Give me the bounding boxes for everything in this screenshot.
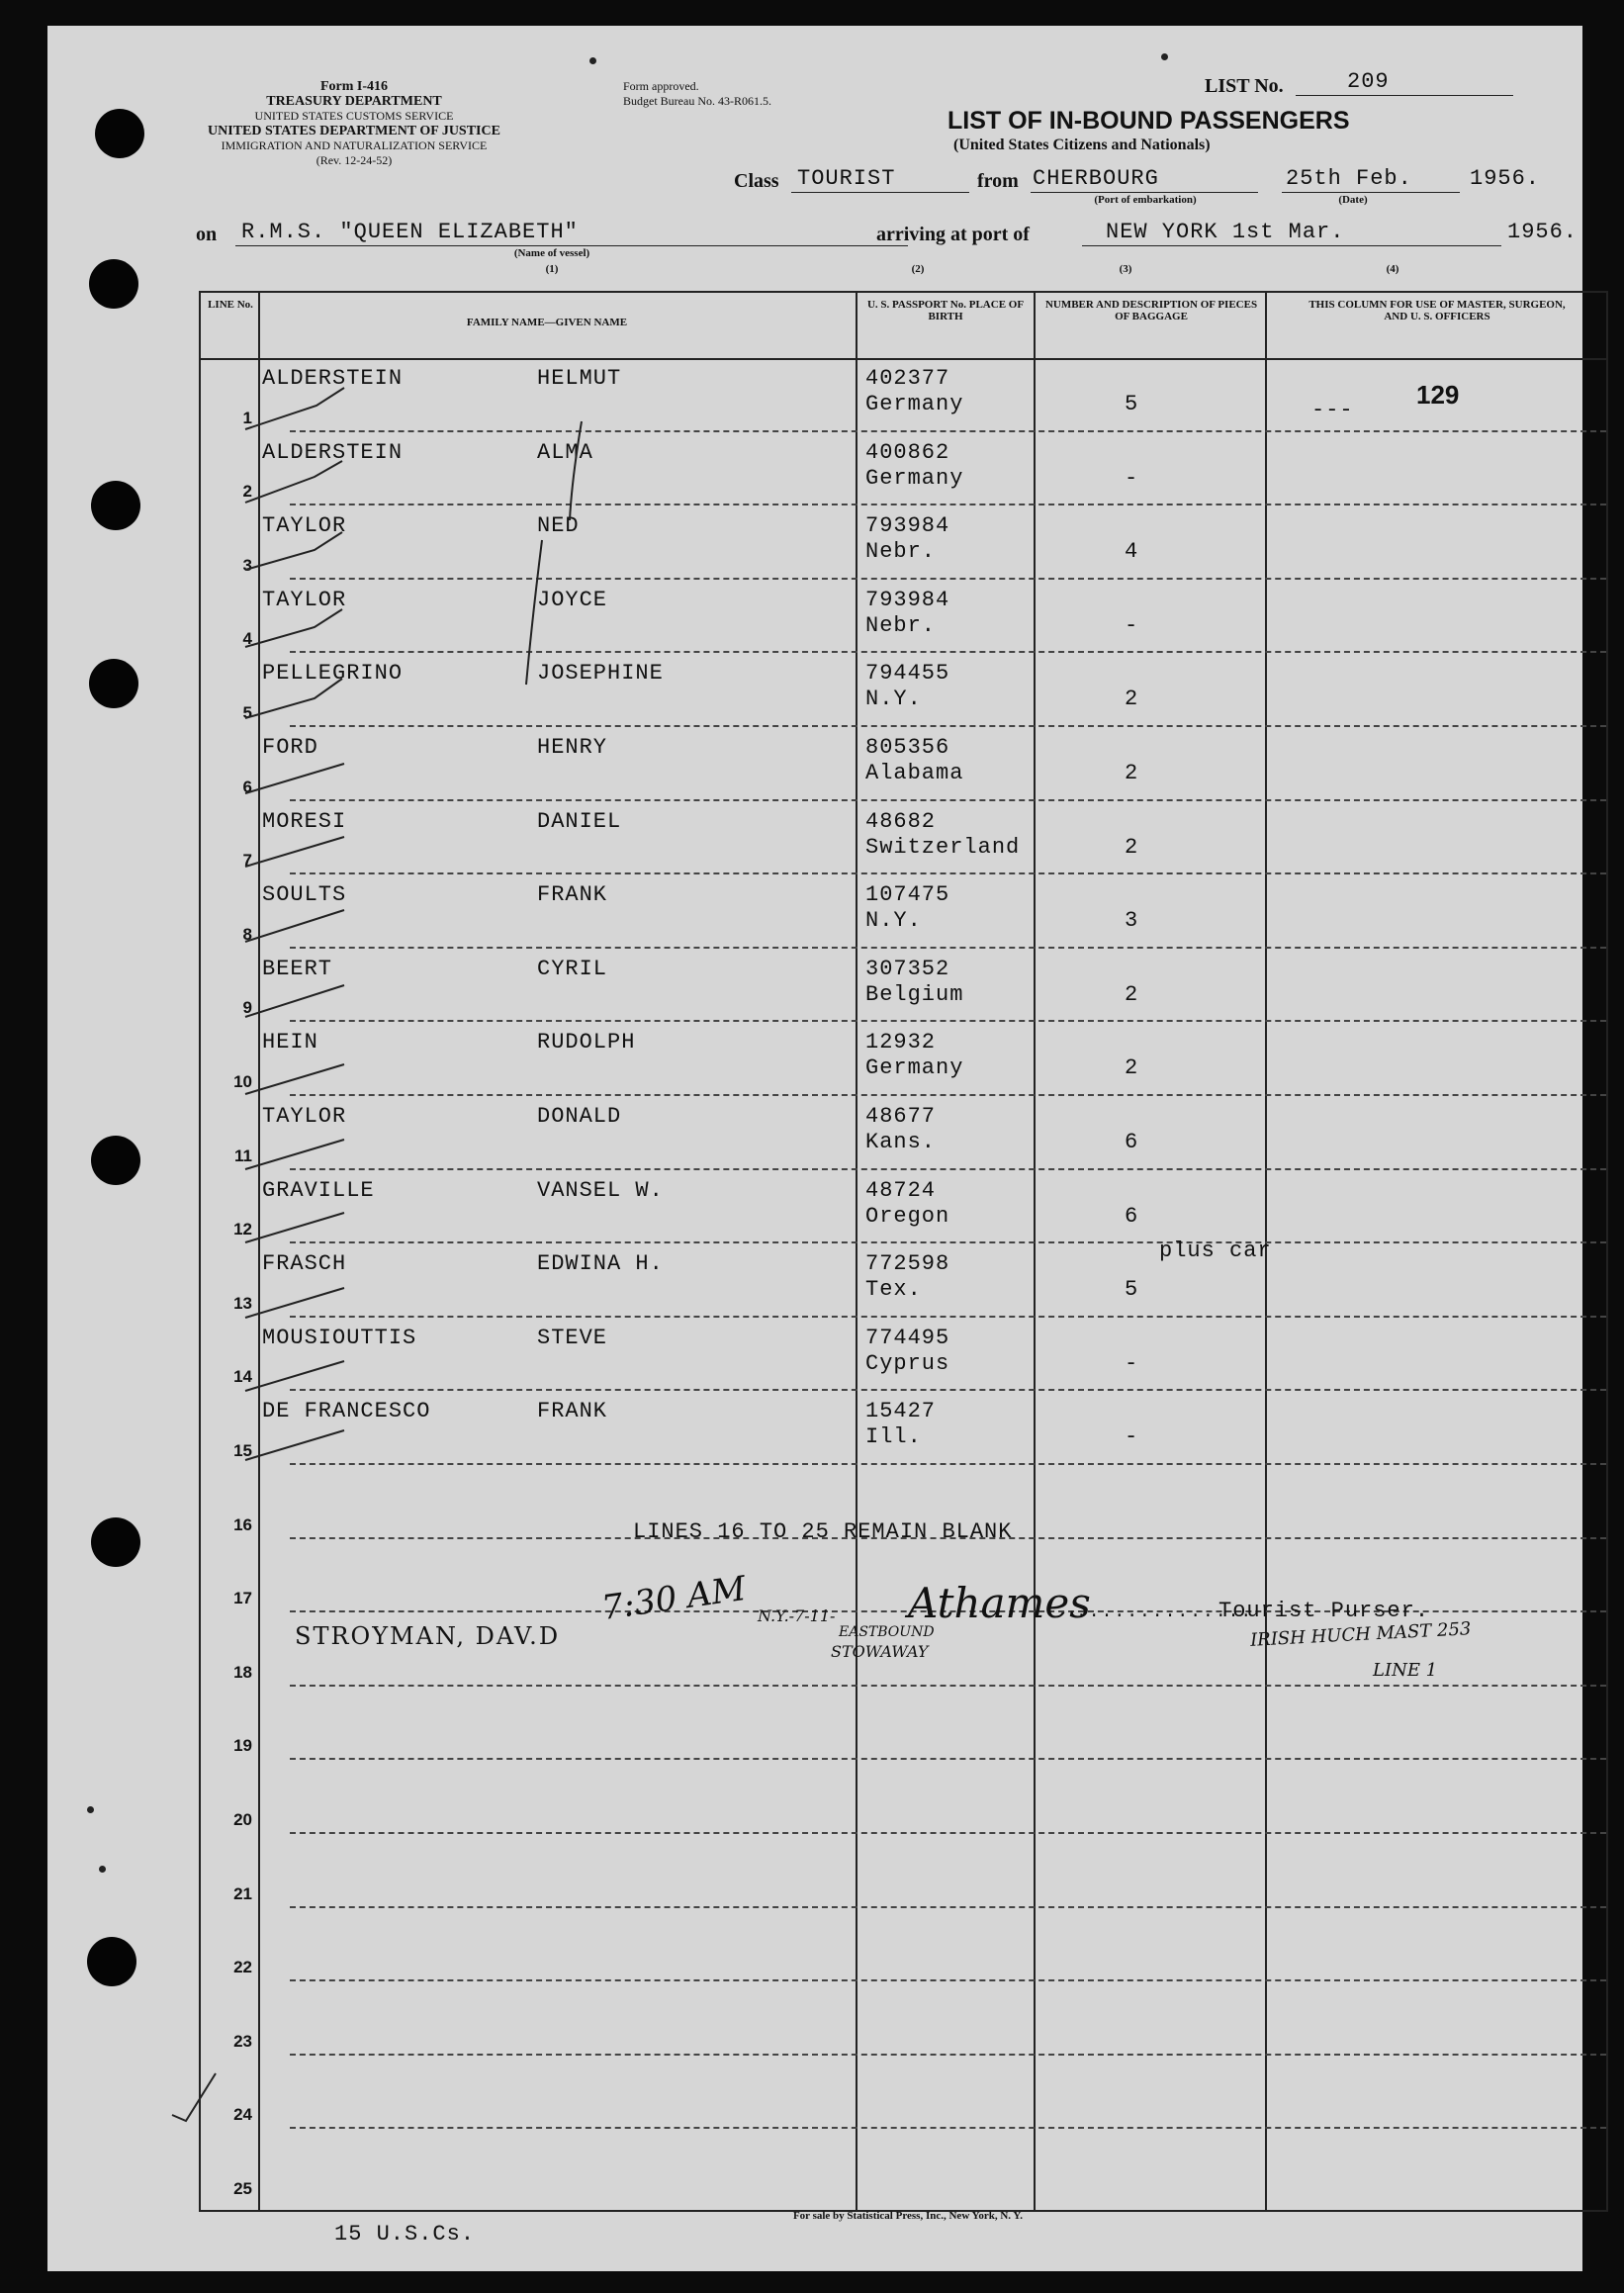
line-number: 6 bbox=[242, 777, 252, 796]
line-number: 12 bbox=[233, 1220, 252, 1239]
eastbound-handwriting: EASTBOUND bbox=[839, 1624, 935, 1640]
on-label: on bbox=[196, 224, 218, 245]
arriving-label: arriving at port of bbox=[876, 224, 1030, 245]
form-number: Form I-416 bbox=[319, 79, 389, 94]
time-handwriting: 7:30 AM bbox=[598, 1568, 749, 1629]
family-name-cell: HEIN bbox=[262, 1030, 318, 1055]
baggage-cell: - bbox=[1125, 612, 1139, 638]
family-name-cell: TAYLOR bbox=[262, 1104, 347, 1129]
justice-dept: UNITED STATES DEPARTMENT OF JUSTICE bbox=[208, 124, 500, 138]
caption-2: (2) bbox=[911, 263, 925, 275]
birthplace-cell: Kans. bbox=[865, 1130, 937, 1154]
header-name: FAMILY NAME—GIVEN NAME bbox=[466, 317, 628, 328]
line-number: 15 bbox=[233, 1441, 252, 1460]
treasury-dept: TREASURY DEPARTMENT bbox=[266, 94, 442, 109]
birthplace-cell: Cyprus bbox=[865, 1350, 950, 1376]
vessel-caption: (Name of vessel) bbox=[513, 247, 590, 259]
given-name-cell: DONALD bbox=[537, 1104, 622, 1129]
given-name-cell: ALMA bbox=[537, 439, 593, 465]
family-name-cell: MORESI bbox=[262, 808, 347, 834]
passport-cell: 793984 bbox=[865, 587, 950, 612]
form-subtitle: (United States Citizens and Nationals) bbox=[953, 137, 1211, 153]
line-handwriting: LINE 1 bbox=[1373, 1660, 1438, 1681]
baggage-cell: 2 bbox=[1125, 687, 1139, 712]
passport-cell: 774495 bbox=[865, 1325, 950, 1350]
family-name-cell: ALDERSTEIN bbox=[262, 366, 404, 391]
line-number: 21 bbox=[233, 1883, 252, 1903]
checkmarks-layer bbox=[47, 26, 1582, 2271]
vessel-value: R.M.S. "QUEEN ELIZABETH" bbox=[241, 220, 579, 244]
family-name-cell: TAYLOR bbox=[262, 587, 347, 612]
family-name-cell: BEERT bbox=[262, 956, 333, 981]
line-number: 14 bbox=[233, 1367, 252, 1387]
line-number: 16 bbox=[233, 1514, 252, 1534]
birthplace-cell: N.Y. bbox=[865, 687, 922, 712]
line-number: 20 bbox=[233, 1810, 252, 1829]
birthplace-cell: Nebr. bbox=[865, 612, 937, 638]
baggage-cell: 3 bbox=[1125, 908, 1139, 934]
baggage-cell: 4 bbox=[1125, 539, 1139, 565]
passport-cell: 107475 bbox=[865, 882, 950, 908]
check-mark bbox=[172, 388, 582, 2121]
line-number: 3 bbox=[242, 555, 252, 575]
passport-cell: 48724 bbox=[865, 1177, 937, 1203]
line-number: 18 bbox=[233, 1662, 252, 1682]
irish-handwriting: IRISH HUCH MAST 253 bbox=[1249, 1618, 1472, 1651]
officer-dashes: --- bbox=[1311, 398, 1354, 422]
passport-cell: 793984 bbox=[865, 513, 950, 539]
stowaway-handwriting: STOWAWAY bbox=[831, 1642, 929, 1661]
given-name-cell: JOYCE bbox=[537, 587, 608, 612]
plus-car-note: plus car bbox=[1159, 1238, 1272, 1263]
port-embarkation-caption: (Port of embarkation) bbox=[1094, 194, 1197, 206]
list-no-label: LIST No. bbox=[1205, 75, 1284, 97]
passport-cell: 48682 bbox=[865, 808, 937, 834]
given-name-cell: FRANK bbox=[537, 1399, 608, 1424]
line-number: 7 bbox=[242, 851, 252, 871]
ins-service: IMMIGRATION AND NATURALIZATION SERVICE bbox=[221, 138, 488, 152]
line-number: 1 bbox=[242, 408, 252, 427]
birthplace-cell: Germany bbox=[865, 1055, 964, 1081]
form-title: LIST OF IN-BOUND PASSENGERS bbox=[947, 107, 1350, 135]
year-value-2: 1956. bbox=[1507, 220, 1579, 244]
family-name-cell: FORD bbox=[262, 735, 318, 760]
birthplace-cell: Germany bbox=[865, 392, 964, 416]
citizen-count: 15 U.S.Cs. bbox=[334, 2222, 476, 2247]
family-name-cell: MOUSIOUTTIS bbox=[262, 1325, 417, 1350]
line-number: 8 bbox=[242, 924, 252, 944]
given-name-cell: CYRIL bbox=[537, 956, 608, 981]
passport-cell: 794455 bbox=[865, 661, 950, 687]
class-value: TOURIST bbox=[797, 166, 896, 191]
line-number: 22 bbox=[233, 1958, 252, 1977]
signature: Athames bbox=[908, 1579, 1091, 1627]
family-name-cell: TAYLOR bbox=[262, 513, 347, 539]
birthplace-cell: Nebr. bbox=[865, 539, 937, 565]
line-number: 19 bbox=[233, 1736, 252, 1756]
baggage-cell: 6 bbox=[1125, 1203, 1139, 1229]
line-number: 4 bbox=[242, 629, 252, 649]
dotted-leader: .............. bbox=[1076, 1603, 1254, 1622]
passport-cell: 772598 bbox=[865, 1251, 950, 1277]
baggage-cell: 2 bbox=[1125, 981, 1139, 1007]
passport-cell: 48677 bbox=[865, 1104, 937, 1129]
revision: (Rev. 12-24-52) bbox=[316, 153, 393, 167]
birthplace-cell: Alabama bbox=[865, 761, 964, 785]
printer-note: For sale by Statistical Press, Inc., New York, N. Y. bbox=[792, 2210, 1024, 2222]
line-number: 2 bbox=[242, 482, 252, 502]
birthplace-cell: Ill. bbox=[865, 1424, 922, 1450]
baggage-cell: 5 bbox=[1125, 1277, 1139, 1303]
birthplace-cell: Switzerland bbox=[865, 834, 1021, 860]
family-name-cell: DE FRANCESCO bbox=[262, 1399, 431, 1424]
baggage-cell: 5 bbox=[1125, 392, 1139, 416]
purser-label: Tourist Purser. bbox=[1218, 1599, 1430, 1623]
caption-4: (4) bbox=[1386, 263, 1399, 275]
baggage-cell: 2 bbox=[1125, 761, 1139, 785]
given-name-cell: HELMUT bbox=[537, 366, 622, 391]
officer-note: 129 bbox=[1416, 380, 1460, 410]
header-passport: U. S. PASSPORT No. PLACE OF BIRTH bbox=[866, 299, 1025, 322]
given-name-cell: JOSEPHINE bbox=[537, 661, 664, 687]
list-no-value: 209 bbox=[1347, 69, 1390, 94]
line-number: 24 bbox=[233, 2105, 252, 2125]
header-officers: THIS COLUMN FOR USE OF MASTER, SURGEON, AND U. S. OFFICERS bbox=[1308, 299, 1566, 322]
birthplace-cell: N.Y. bbox=[865, 908, 922, 934]
birthplace-cell: Tex. bbox=[865, 1277, 922, 1303]
baggage-cell: 2 bbox=[1125, 1055, 1139, 1081]
baggage-cell: 2 bbox=[1125, 834, 1139, 860]
family-name-cell: ALDERSTEIN bbox=[262, 439, 404, 465]
passport-cell: 805356 bbox=[865, 735, 950, 760]
birthplace-cell: Germany bbox=[865, 465, 964, 491]
from-label: from bbox=[977, 170, 1019, 192]
budget-number: Budget Bureau No. 43-R061.5. bbox=[623, 94, 771, 108]
given-name-cell: VANSEL W. bbox=[537, 1177, 664, 1203]
given-name-cell: NED bbox=[537, 513, 580, 539]
year-value-1: 1956. bbox=[1470, 166, 1541, 191]
baggage-cell: - bbox=[1125, 465, 1139, 491]
given-name-cell: HENRY bbox=[537, 735, 608, 760]
caption-1: (1) bbox=[545, 263, 559, 275]
family-name-cell: SOULTS bbox=[262, 882, 347, 908]
baggage-cell: - bbox=[1125, 1350, 1139, 1376]
line-number: 23 bbox=[233, 2031, 252, 2051]
baggage-cell: 6 bbox=[1125, 1130, 1139, 1154]
stroyman-handwriting: STROYMAN, DAV.D bbox=[295, 1622, 561, 1650]
passport-cell: 12932 bbox=[865, 1030, 937, 1055]
given-name-cell: STEVE bbox=[537, 1325, 608, 1350]
class-label: Class bbox=[734, 170, 779, 192]
line-number: 10 bbox=[233, 1072, 252, 1091]
form-approved: Form approved. bbox=[623, 79, 699, 93]
passport-cell: 400862 bbox=[865, 439, 950, 465]
ny-handwriting: N.Y.-7-11- bbox=[758, 1606, 836, 1625]
line-number: 9 bbox=[242, 998, 252, 1018]
family-name-cell: FRASCH bbox=[262, 1251, 347, 1277]
given-name-cell: FRANK bbox=[537, 882, 608, 908]
given-name-cell: EDWINA H. bbox=[537, 1251, 664, 1277]
arrival-value: NEW YORK 1st Mar. bbox=[1106, 220, 1345, 244]
passport-cell: 15427 bbox=[865, 1399, 937, 1424]
family-name-cell: PELLEGRINO bbox=[262, 661, 404, 687]
passport-cell: 307352 bbox=[865, 956, 950, 981]
family-name-cell: GRAVILLE bbox=[262, 1177, 375, 1203]
customs-service: UNITED STATES CUSTOMS SERVICE bbox=[254, 109, 454, 123]
date-value: 25th Feb. bbox=[1286, 166, 1412, 191]
header-line-no: LINE No. bbox=[208, 299, 253, 311]
line-number: 11 bbox=[234, 1146, 252, 1165]
line-number: 17 bbox=[233, 1589, 252, 1608]
given-name-cell: RUDOLPH bbox=[537, 1030, 636, 1055]
baggage-cell: - bbox=[1125, 1424, 1139, 1450]
caption-3: (3) bbox=[1119, 263, 1132, 275]
header-baggage: NUMBER AND DESCRIPTION OF PIECES OF BAGGAGE bbox=[1044, 299, 1258, 322]
line-number: 25 bbox=[233, 2179, 252, 2198]
line-number: 13 bbox=[233, 1293, 252, 1313]
birthplace-cell: Oregon bbox=[865, 1203, 950, 1229]
date-caption: (Date) bbox=[1338, 194, 1368, 206]
line-number: 5 bbox=[242, 703, 252, 722]
remain-blank-note: LINES 16 TO 25 REMAIN BLANK bbox=[633, 1519, 1013, 1544]
manifest-page bbox=[47, 26, 1582, 2271]
from-value: CHERBOURG bbox=[1033, 166, 1159, 191]
passport-cell: 402377 bbox=[865, 366, 950, 391]
given-name-cell: DANIEL bbox=[537, 808, 622, 834]
birthplace-cell: Belgium bbox=[865, 981, 964, 1007]
